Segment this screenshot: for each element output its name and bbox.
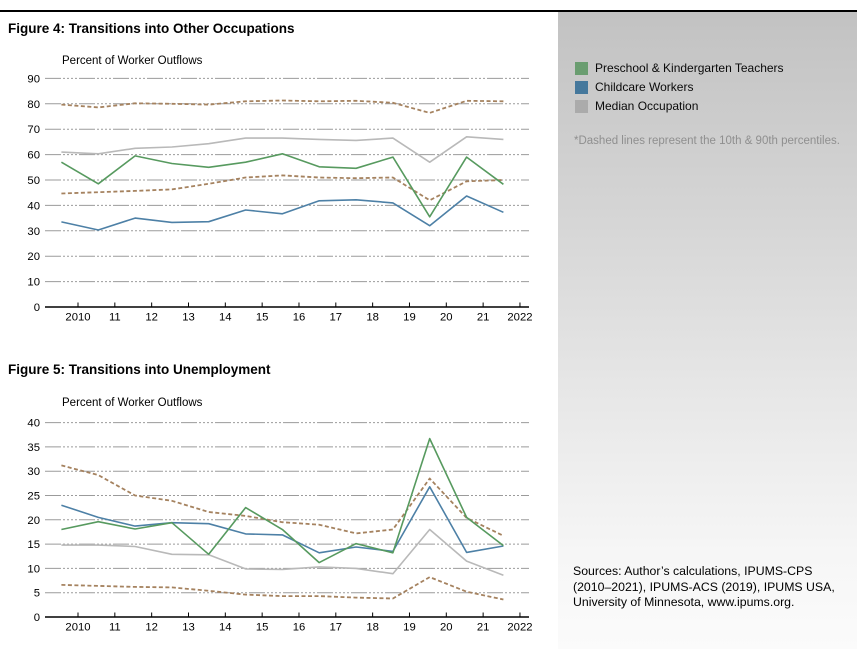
- svg-text:2010: 2010: [65, 311, 91, 324]
- sidebar: [558, 12, 857, 649]
- series-childcare-workers: [61, 487, 503, 553]
- svg-text:2022: 2022: [507, 621, 533, 634]
- series-10th-percentile: [61, 577, 503, 599]
- svg-text:21: 21: [476, 311, 490, 324]
- legend-swatch-preschool: [575, 62, 588, 75]
- svg-text:21: 21: [476, 621, 490, 634]
- svg-text:35: 35: [27, 441, 40, 454]
- legend-swatch-childcare: [575, 81, 588, 94]
- svg-text:80: 80: [27, 98, 40, 111]
- legend-label-median: Median Occupation: [595, 99, 699, 113]
- x-axis: [45, 303, 529, 308]
- svg-text:15: 15: [27, 539, 40, 552]
- percentiles-note: *Dashed lines represent the 10th & 90th percentiles.: [574, 135, 840, 147]
- svg-text:90: 90: [27, 73, 40, 86]
- x-axis-tick-labels: [65, 622, 532, 634]
- svg-text:14: 14: [219, 311, 232, 324]
- svg-text:18: 18: [366, 621, 379, 634]
- svg-text:17: 17: [329, 621, 343, 634]
- legend-label-preschool: Preschool & Kindergarten Teachers: [595, 61, 784, 75]
- svg-text:30: 30: [27, 225, 40, 238]
- legend-item-childcare: [575, 81, 784, 94]
- series-preschool-kindergarten-teachers: [61, 154, 503, 217]
- svg-text:30: 30: [27, 466, 40, 479]
- svg-text:70: 70: [27, 124, 40, 137]
- svg-text:0: 0: [33, 301, 40, 314]
- figure4-y-axis-title: Percent of Worker Outflows: [62, 55, 203, 67]
- svg-text:20: 20: [440, 621, 453, 634]
- svg-text:13: 13: [182, 311, 195, 324]
- svg-text:11: 11: [108, 621, 121, 634]
- y-axis-tick-labels: [27, 73, 40, 314]
- svg-text:2010: 2010: [65, 621, 91, 634]
- series-median-occupation: [61, 530, 503, 576]
- svg-text:19: 19: [403, 311, 416, 324]
- svg-text:15: 15: [255, 621, 269, 634]
- series-preschool-kindergarten-teachers: [61, 439, 503, 563]
- x-axis: [45, 613, 529, 618]
- svg-text:18: 18: [366, 311, 379, 324]
- svg-text:0: 0: [33, 611, 40, 624]
- legend-swatch-median: [575, 100, 588, 113]
- svg-text:25: 25: [27, 490, 40, 503]
- svg-text:10: 10: [27, 563, 40, 576]
- gridlines: [45, 78, 529, 281]
- svg-text:20: 20: [27, 514, 40, 527]
- series-90th-percentile: [61, 101, 503, 113]
- svg-text:14: 14: [219, 621, 232, 634]
- svg-text:5: 5: [33, 587, 40, 600]
- gridlines: [45, 423, 529, 593]
- svg-text:17: 17: [329, 311, 343, 324]
- svg-text:16: 16: [292, 621, 306, 634]
- series-10th-percentile: [61, 175, 503, 200]
- svg-text:10: 10: [27, 276, 40, 289]
- series-90th-percentile: [61, 465, 503, 535]
- svg-text:12: 12: [145, 621, 158, 634]
- figure5-y-axis-title: Percent of Worker Outflows: [62, 397, 203, 409]
- svg-text:40: 40: [27, 417, 40, 430]
- svg-text:40: 40: [27, 200, 40, 213]
- series-childcare-workers: [61, 196, 503, 230]
- svg-text:19: 19: [403, 621, 416, 634]
- series-median-occupation: [61, 137, 503, 162]
- legend-label-childcare: Childcare Workers: [595, 80, 694, 94]
- svg-text:11: 11: [108, 311, 121, 324]
- svg-text:20: 20: [27, 251, 40, 264]
- svg-text:50: 50: [27, 174, 40, 187]
- legend-item-median: [575, 100, 784, 113]
- svg-text:13: 13: [182, 621, 195, 634]
- svg-text:16: 16: [292, 311, 306, 324]
- figure4-title: Figure 4: Transitions into Other Occupations: [8, 21, 295, 36]
- figure5-title: Figure 5: Transitions into Unemployment: [8, 362, 271, 377]
- svg-text:60: 60: [27, 149, 40, 162]
- svg-text:15: 15: [255, 311, 269, 324]
- svg-text:2022: 2022: [507, 311, 533, 324]
- y-axis-tick-labels: [27, 418, 40, 624]
- x-axis-tick-labels: [65, 312, 532, 324]
- svg-text:20: 20: [440, 311, 453, 324]
- svg-text:12: 12: [145, 311, 158, 324]
- legend-item-preschool: [575, 62, 784, 75]
- sources-text: Sources: Author’s calculations, IPUMS-CPS (2010–2021), IPUMS-ACS (2019), IPUMS USA, University of Minnesota, www.ipums.org.: [573, 564, 835, 609]
- chart-legend: [575, 62, 784, 119]
